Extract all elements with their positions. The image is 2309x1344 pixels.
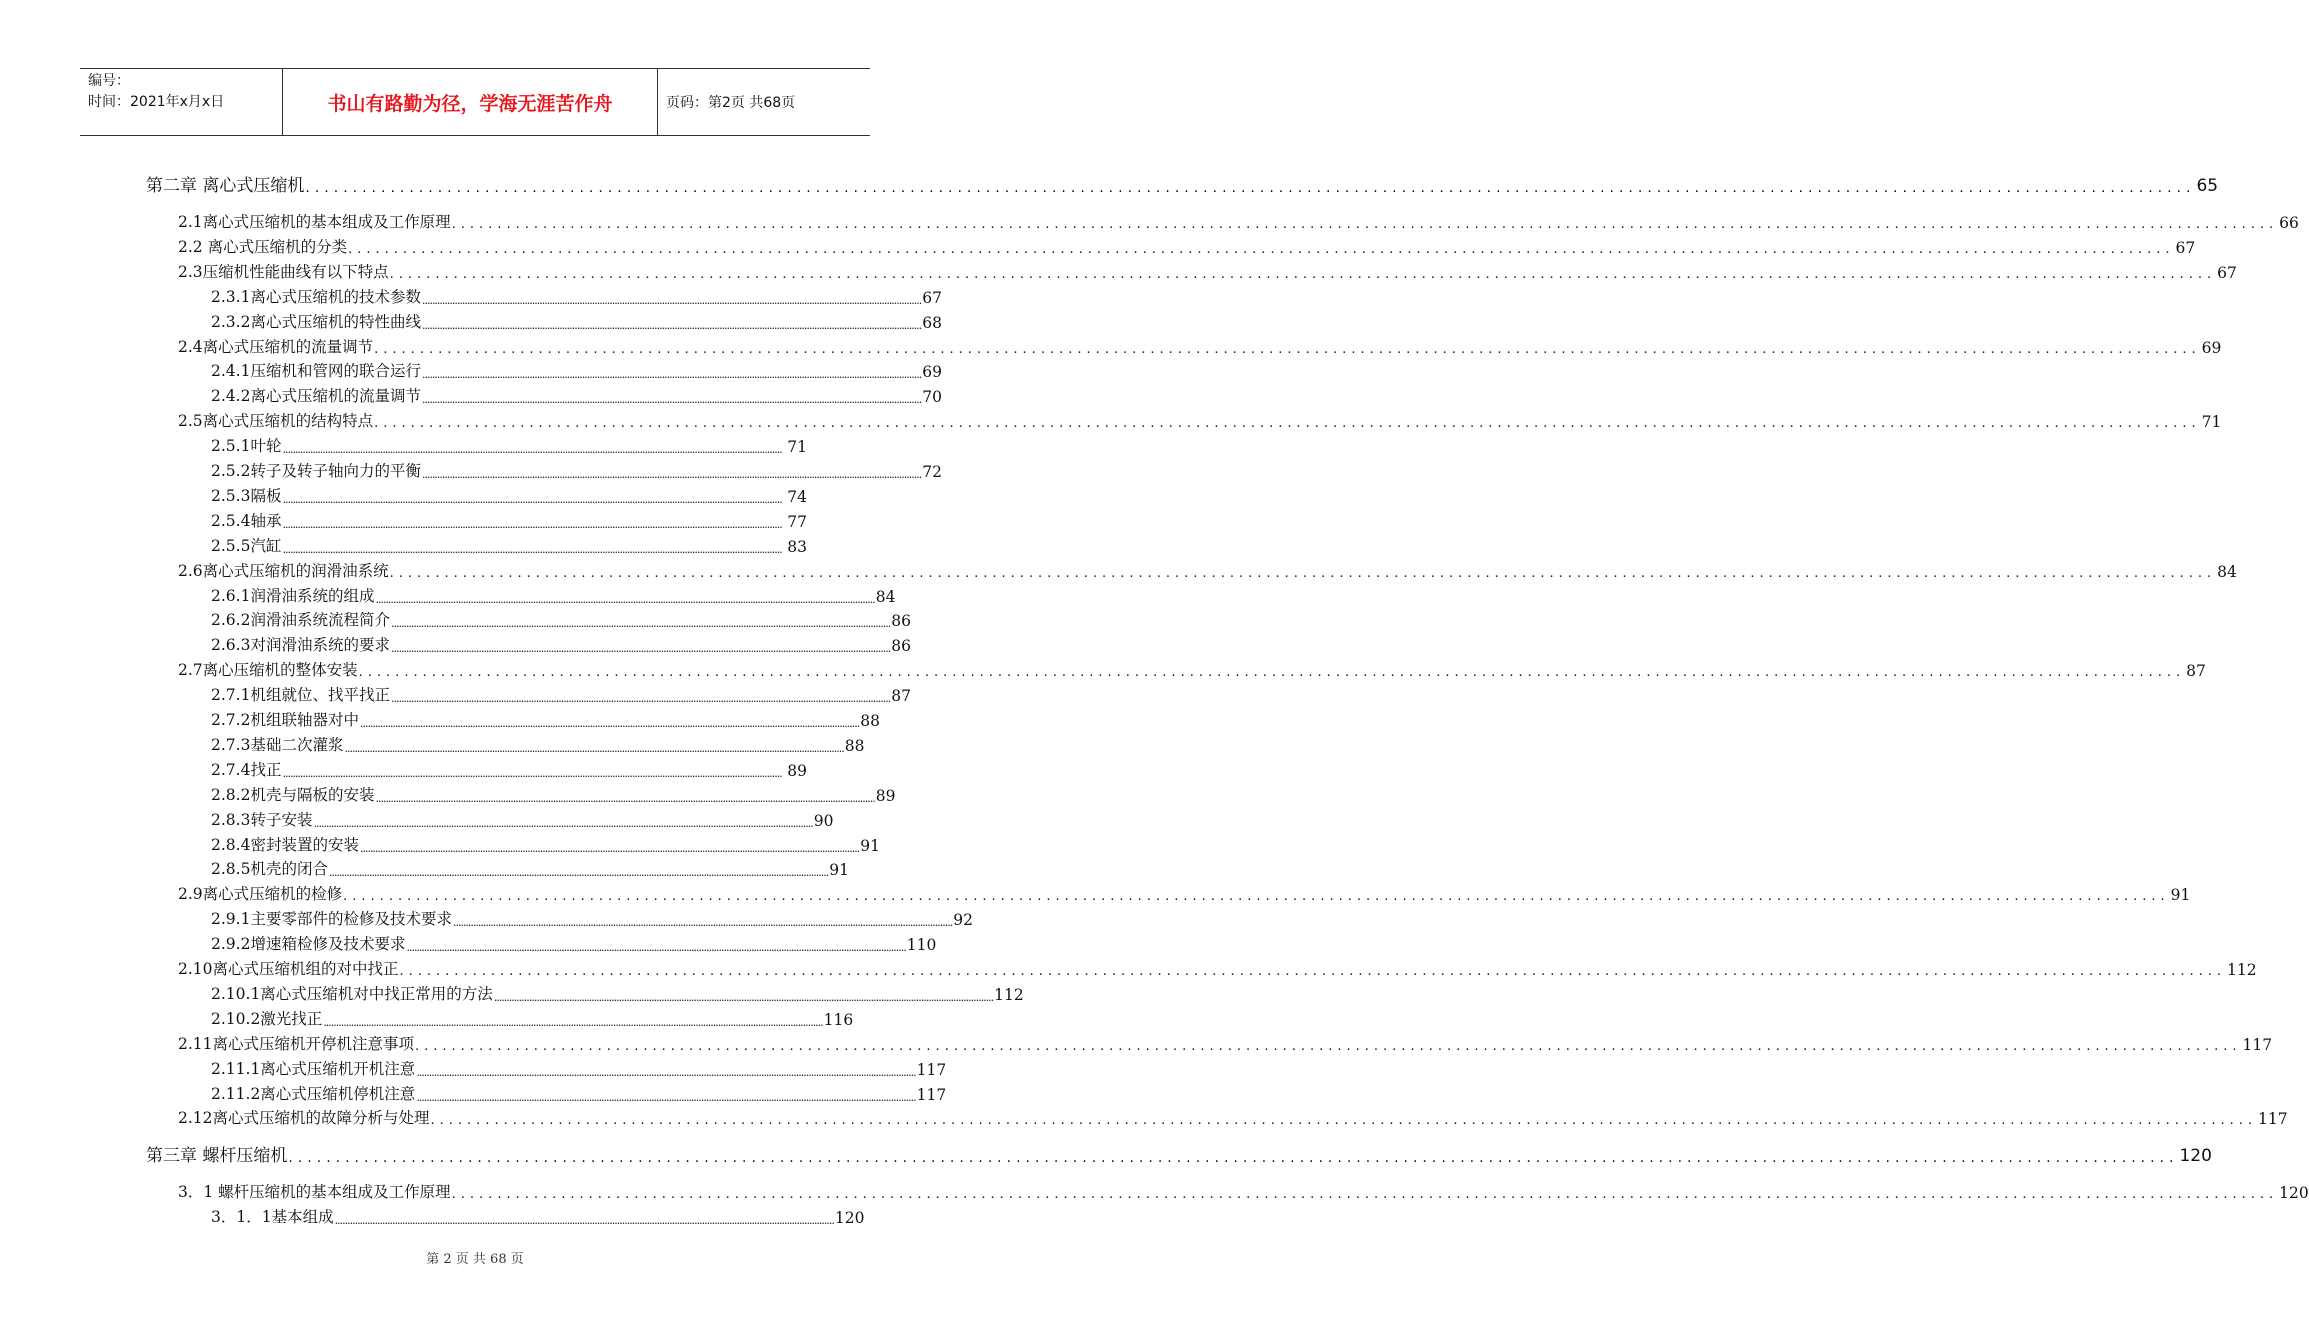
motto: 书山有路勤为径，学海无涯苦作舟 (282, 69, 658, 135)
toc-page-number: 89 (875, 786, 896, 805)
toc-title: 2.6.1润滑油系统的组成 (211, 586, 375, 605)
toc-title: 2.2 离心式压缩机的分类 (178, 237, 348, 256)
toc-entry[interactable] (211, 507, 807, 531)
toc-leader: ........................................................................................................................................................................................................ (451, 217, 2279, 232)
toc-entry[interactable] (178, 557, 2237, 581)
toc-leader: ........................................................................................................................................................................................................ (374, 341, 2201, 357)
toc-page-number: 74 (787, 487, 807, 506)
toc-entry[interactable] (178, 233, 2196, 257)
toc-title: 2.11.1离心式压缩机开机注意 (211, 1059, 416, 1078)
toc-page-number: 91 (860, 836, 881, 855)
toc-leader: ........................................................................................................................................................................................................ (282, 517, 782, 531)
toc-leader: ........................................................................................................................................................................................................ (328, 866, 829, 880)
toc-title: 2.11.2离心式压缩机停机注意 (211, 1084, 416, 1103)
toc-entry[interactable] (178, 1104, 2288, 1129)
toc-entry[interactable] (178, 656, 2206, 681)
toc-title: 2.8.3转子安装 (211, 810, 313, 829)
toc-leader: ........................................................................................................................................................................................................ (421, 393, 922, 407)
toc-entry[interactable] (211, 980, 1024, 1004)
toc-leader: ........................................................................................................................................................................................................ (282, 766, 782, 780)
toc-title: 2.5.2转子及转子轴向力的平衡 (211, 462, 421, 480)
toc-entry[interactable] (211, 283, 943, 307)
toc-leader: ........................................................................................................................................................................................................ (390, 642, 891, 656)
toc-leader: ........................................................................................................................................................................................................ (389, 266, 2217, 282)
toc-title: 3．1 螺杆压缩机的基本组成及工作原理 (178, 1183, 451, 1202)
toc-leader: ........................................................................................................................................................................................................ (421, 293, 922, 307)
toc-entry[interactable] (211, 532, 807, 556)
toc-title: 2.5.5汽缸 (211, 536, 282, 555)
toc-leader: ........................................................................................................................................................................................................ (493, 990, 994, 1004)
toc-page-number: 72 (922, 463, 943, 481)
toc-leader: ........................................................................................................................................................................................................ (323, 1015, 823, 1029)
toc-entry[interactable] (211, 1080, 947, 1104)
toc-page-number: 91 (829, 861, 850, 880)
toc-page-number: 117 (2257, 1110, 2288, 1129)
toc-page-number: 71 (2201, 413, 2222, 432)
toc-title: 2.7.1机组就位、找平找正 (211, 686, 390, 705)
toc-leader: ........................................................................................................................................................................................................ (282, 542, 782, 556)
toc-title: 2.5.4轴承 (211, 511, 282, 530)
toc-leader: ........................................................................................................................................................................................................ (375, 791, 875, 805)
toc-leader: ........................................................................................................................................................................................................ (343, 889, 2170, 905)
toc-page-number: 67 (2175, 238, 2196, 257)
toc-entry[interactable] (211, 806, 834, 830)
toc-page-number: 84 (2217, 562, 2237, 581)
toc-title: 2.8.5机壳的闭合 (211, 860, 328, 879)
toc-page-number: 116 (823, 1010, 854, 1029)
toc-page-number: 69 (922, 363, 943, 382)
toc-page-number: 110 (906, 936, 937, 955)
toc-leader: ........................................................................................................................................................................................................ (359, 841, 860, 855)
toc-leader: ........................................................................................................................................................................................................ (313, 816, 813, 830)
toc-page-number: 117 (916, 1085, 947, 1104)
toc-entry[interactable] (178, 1030, 2273, 1054)
toc-entry[interactable] (178, 208, 2299, 232)
toc-entry[interactable] (211, 706, 881, 730)
toc-page-number: 83 (787, 537, 807, 556)
toc-entry[interactable] (178, 407, 2222, 432)
toc-title: 2.6.3对润滑油系统的要求 (211, 636, 390, 655)
toc-page-number: 89 (787, 761, 807, 780)
toc-title: 2.3压缩机性能曲线有以下特点 (178, 262, 389, 281)
toc-title: 2.11离心式压缩机开停机注意事项 (178, 1034, 415, 1053)
toc-title: 2.5离心式压缩机的结构特点 (178, 412, 374, 431)
toc-page-number: 87 (2186, 662, 2206, 681)
toc-leader: ........................................................................................................................................................................................................ (334, 1214, 834, 1228)
toc-entry[interactable] (211, 308, 943, 332)
date-label: 时间：2021年x月x日 (88, 94, 225, 110)
toc-title: 2.7.3基础二次灌浆 (211, 735, 344, 754)
toc-leader: ........................................................................................................................................................................................................ (430, 1113, 2257, 1129)
toc-page-number: 86 (891, 612, 912, 631)
toc-leader: ........................................................................................................................................................................................................ (348, 241, 2175, 257)
toc-page-number: 68 (922, 313, 943, 332)
toc-page-number: 88 (860, 712, 881, 730)
toc-title: 2.9.1主要零部件的检修及技术要求 (211, 910, 452, 929)
toc-title: 3．1．1基本组成 (211, 1208, 334, 1227)
toc-title: 2.1离心式压缩机的基本组成及工作原理 (178, 213, 451, 231)
toc-page-number: 117 (2242, 1035, 2273, 1054)
toc-page-number: 112 (2226, 961, 2257, 979)
toc-page-number: 71 (787, 438, 807, 457)
toc-chapter[interactable] (146, 172, 2219, 196)
toc-page-number: 84 (875, 587, 896, 606)
toc-title: 2.7.2机组联轴器对中 (211, 711, 359, 729)
toc-title: 2.8.4密封装置的安装 (211, 835, 359, 854)
page-header (80, 68, 870, 136)
toc-title: 2.3.2离心式压缩机的特性曲线 (211, 312, 421, 331)
toc-entry[interactable] (211, 1203, 865, 1228)
toc-title: 2.4.1压缩机和管网的联合运行 (211, 362, 421, 381)
toc-entry[interactable] (211, 855, 850, 880)
toc-page-number: 92 (953, 911, 974, 930)
toc-page-number: 67 (2217, 263, 2237, 282)
toc-title: 2.4.2离心式压缩机的流量调节 (211, 387, 421, 406)
toc-title: 2.6离心式压缩机的润滑油系统 (178, 561, 389, 580)
toc-leader: ........................................................................................................................................................................................................ (282, 443, 782, 457)
toc-entry[interactable] (211, 382, 943, 407)
toc-page-number: 120 (2179, 1146, 2212, 1167)
toc-leader: ........................................................................................................................................................................................................ (374, 416, 2201, 432)
toc-title: 2.10.2激光找正 (211, 1009, 323, 1028)
toc-entry[interactable] (211, 905, 974, 930)
toc-leader: ........................................................................................................................................................................................................ (415, 1038, 2242, 1054)
toc-leader: ........................................................................................................................................................................................................ (416, 1065, 916, 1079)
toc-leader: ........................................................................................................................................................................................................ (416, 1090, 916, 1104)
toc-page-number: 112 (994, 985, 1024, 1004)
toc-entry[interactable] (178, 880, 2191, 905)
toc-title: 第二章 离心式压缩机 (146, 176, 305, 196)
toc-leader: ........................................................................................................................................................................................................ (399, 964, 2226, 979)
toc-entry[interactable] (211, 631, 912, 656)
toc-entry[interactable] (211, 432, 807, 456)
toc-title: 第三章 螺杆压缩机 (146, 1146, 288, 1167)
toc-entry[interactable] (211, 930, 937, 955)
toc-title: 2.6.2润滑油系统流程简介 (211, 611, 390, 630)
toc-entry[interactable] (211, 457, 943, 481)
toc-leader: ........................................................................................................................................................................................................ (282, 492, 782, 506)
toc-entry[interactable] (211, 731, 865, 755)
toc-title: 2.8.2机壳与隔板的安装 (211, 785, 375, 804)
header-info (80, 69, 282, 135)
toc-title: 2.12离心式压缩机的故障分析与处理 (178, 1109, 430, 1128)
toc-leader: ........................................................................................................................................................................................................ (288, 1150, 2179, 1167)
toc-page-number: 70 (922, 388, 943, 407)
toc-page-number: 120 (2279, 1184, 2309, 1203)
toc-entry[interactable] (178, 333, 2222, 357)
toc-entry[interactable] (211, 681, 912, 706)
toc-page-number: 86 (891, 637, 912, 656)
toc-leader: ........................................................................................................................................................................................................ (451, 1187, 2279, 1203)
toc-entry[interactable] (211, 831, 881, 855)
toc-entry[interactable] (178, 258, 2237, 282)
toc-leader: ........................................................................................................................................................................................................ (359, 717, 860, 730)
toc-title: 2.7离心压缩机的整体安装 (178, 661, 358, 680)
toc-entry[interactable] (178, 955, 2257, 979)
toc-leader: ........................................................................................................................................................................................................ (452, 916, 953, 930)
page-label: 页码：第2页 共68页 (666, 95, 796, 111)
toc-page-number: 77 (787, 512, 807, 531)
toc-title: 2.9离心式压缩机的检修 (178, 885, 343, 904)
toc-leader: ........................................................................................................................................................................................................ (421, 318, 922, 332)
toc-page-number: 69 (2201, 338, 2222, 357)
toc-title: 2.10离心式压缩机组的对中找正 (178, 960, 399, 978)
toc-entry[interactable] (211, 582, 896, 606)
toc-leader: ........................................................................................................................................................................................................ (358, 665, 2186, 681)
toc-entry[interactable] (211, 482, 807, 506)
toc-entry[interactable] (211, 606, 912, 631)
toc-chapter[interactable] (146, 1142, 2212, 1167)
toc-leader: ........................................................................................................................................................................................................ (389, 565, 2217, 581)
toc-leader: ........................................................................................................................................................................................................ (390, 617, 891, 631)
toc-leader: ........................................................................................................................................................................................................ (390, 692, 891, 706)
toc-entry[interactable] (178, 1178, 2309, 1203)
number-label: 编号： (88, 73, 130, 89)
toc-page-number: 120 (834, 1209, 865, 1228)
toc-leader: ........................................................................................................................................................................................................ (375, 592, 875, 606)
toc-title: 2.3.1离心式压缩机的技术参数 (211, 287, 421, 306)
toc-page-number: 67 (922, 288, 943, 307)
toc-leader: ........................................................................................................................................................................................................ (421, 368, 922, 382)
toc-title: 2.5.3隔板 (211, 486, 282, 505)
toc-title: 2.5.1叶轮 (211, 437, 282, 456)
toc-leader: ........................................................................................................................................................................................................ (406, 941, 906, 955)
toc-page-number: 65 (2196, 176, 2219, 196)
toc-title: 2.10.1离心式压缩机对中找正常用的方法 (211, 984, 493, 1003)
toc-page-number: 66 (2279, 214, 2299, 232)
toc-page-number: 117 (916, 1060, 947, 1079)
toc-entry[interactable] (211, 756, 807, 780)
toc-leader: ........................................................................................................................................................................................................ (344, 741, 844, 755)
toc-entry[interactable] (211, 1005, 854, 1029)
toc-leader: ........................................................................................................................................................................................................ (421, 468, 922, 481)
toc-entry[interactable] (211, 781, 896, 805)
toc-title: 2.4离心式压缩机的流量调节 (178, 337, 374, 356)
toc-entry[interactable] (211, 1055, 947, 1079)
toc-page-number: 91 (2170, 886, 2191, 905)
toc-entry[interactable] (211, 357, 943, 382)
toc-title: 2.7.4找正 (211, 760, 282, 779)
toc-page-number: 88 (844, 736, 865, 755)
toc-page-number: 87 (891, 687, 912, 706)
page-footer: 第 2 页 共 68 页 (426, 1252, 524, 1267)
toc-page-number: 90 (813, 811, 834, 830)
toc-leader: ........................................................................................................................................................................................................ (305, 180, 2196, 196)
toc-title: 2.9.2增速箱检修及技术要求 (211, 935, 406, 954)
